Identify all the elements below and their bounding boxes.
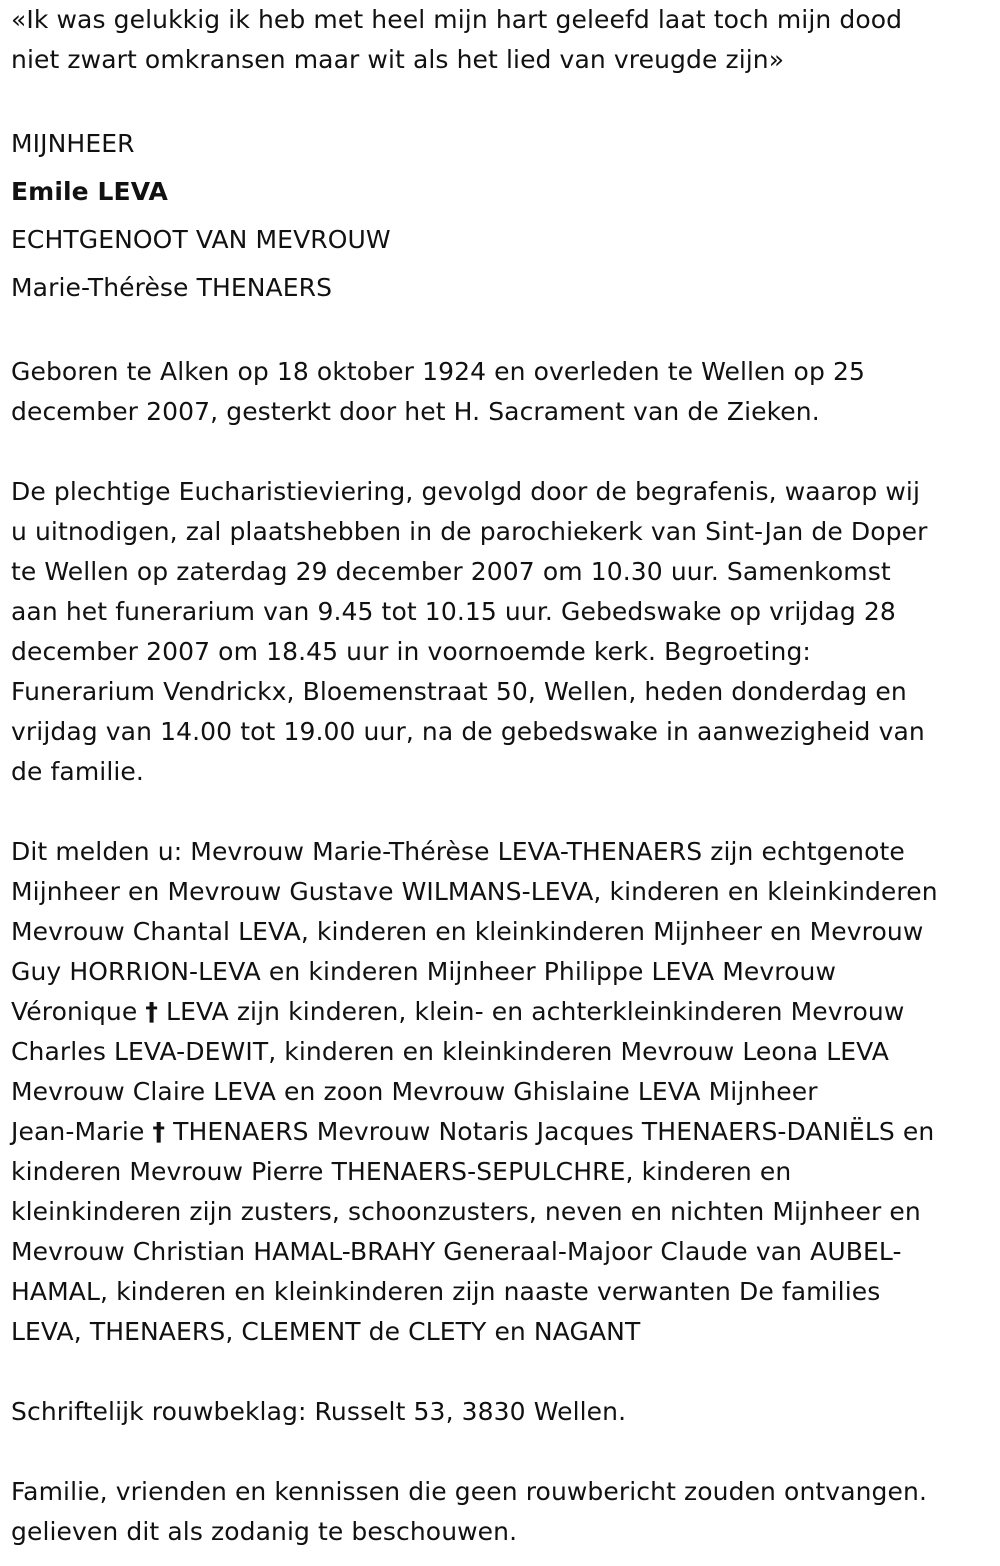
paragraph-line: Mevrouw Claire LEVA en zoon Mevrouw Ghislaine LEVA Mijnheer [11,1077,818,1106]
announcers-paragraph [11,832,996,1352]
paragraph-line: kleinkinderen zijn zusters, schoonzusters, neven en nichten Mijnheer en [11,1197,921,1226]
closing-paragraph [11,1472,996,1552]
motto-line: niet zwart omkransen maar wit als het lied van vreugde zijn» [11,45,785,74]
paragraph-line: Mevrouw Chantal LEVA, kinderen en kleinkinderen Mijnheer en Mevrouw [11,917,924,946]
paragraph-line: Geboren te Alken op 18 oktober 1924 en overleden te Wellen op 25 [11,357,865,386]
paragraph-line: LEVA, THENAERS, CLEMENT de CLETY en NAGANT [11,1317,641,1346]
paragraph-line: december 2007, gesterkt door het H. Sacrament van de Zieken. [11,397,820,426]
paragraph-line: kinderen Mevrouw Pierre THENAERS-SEPULCHRE, kinderen en [11,1157,792,1186]
paragraph-line: HAMAL, kinderen en kleinkinderen zijn naaste verwanten De families [11,1277,881,1306]
paragraph-line: te Wellen op zaterdag 29 december 2007 om 10.30 uur. Samenkomst [11,557,891,586]
paragraph-line: Funerarium Vendrickx, Bloemenstraat 50, Wellen, heden donderdag en [11,677,907,706]
paragraph-line: gelieven dit als zodanig te beschouwen. [11,1517,518,1546]
relation-label: ECHTGENOOT VAN MEVROUW [11,225,391,254]
dagger-icon: † [152,1117,166,1146]
paragraph-line: De plechtige Eucharistieviering, gevolgd door de begrafenis, waarop wij [11,477,921,506]
paragraph-line: u uitnodigen, zal plaatshebben in de parochiekerk van Sint-Jan de Doper [11,517,928,546]
birth-death-paragraph [11,352,996,432]
paragraph-line: vrijdag van 14.00 tot 19.00 uur, na de gebedswake in aanwezigheid van [11,717,925,746]
deceased-name: Emile LEVA [11,177,168,206]
honorific: MIJNHEER [11,129,135,158]
paragraph-line: Mijnheer en Mevrouw Gustave WILMANS-LEVA, kinderen en kleinkinderen [11,877,938,906]
paragraph-line: december 2007 om 18.45 uur in voornoemde kerk. Begroeting: [11,637,811,666]
paragraph-line [11,992,996,1032]
paragraph-line: Charles LEVA-DEWIT, kinderen en kleinkinderen Mevrouw Leona LEVA [11,1037,889,1066]
spouse-name: Marie-Thérèse THENAERS [11,273,333,302]
paragraph-line: de familie. [11,757,144,786]
paragraph-line [11,1112,996,1152]
motto-line: «Ik was gelukkig ik heb met heel mijn hart geleefd laat toch mijn dood [11,5,903,34]
paragraph-line: Mevrouw Christian HAMAL-BRAHY Generaal-Majoor Claude van AUBEL- [11,1237,902,1266]
ceremony-paragraph [11,472,996,792]
deceased-header [11,120,996,312]
line-text: Jean-Marie [11,1117,153,1146]
condolence-address [11,1392,996,1432]
dagger-icon: † [145,997,159,1026]
paragraph-line: Dit melden u: Mevrouw Marie-Thérèse LEVA-THENAERS zijn echtgenote [11,837,905,866]
paragraph-line: aan het funerarium van 9.45 tot 10.15 uur. Gebedswake op vrijdag 28 [11,597,896,626]
line-text: Véronique [11,997,146,1026]
line-text: LEVA zijn kinderen, klein- en achterkleinkinderen Mevrouw [158,997,905,1026]
paragraph-line: Schriftelijk rouwbeklag: Russelt 53, 3830 Wellen. [11,1397,627,1426]
obituary-notice [11,0,996,1552]
paragraph-line: Guy HORRION-LEVA en kinderen Mijnheer Philippe LEVA Mevrouw [11,957,837,986]
paragraph-line: Familie, vrienden en kennissen die geen rouwbericht zouden ontvangen. [11,1477,927,1506]
motto-quote [11,0,996,80]
line-text: THENAERS Mevrouw Notaris Jacques THENAERS-DANIËLS en [165,1117,935,1146]
